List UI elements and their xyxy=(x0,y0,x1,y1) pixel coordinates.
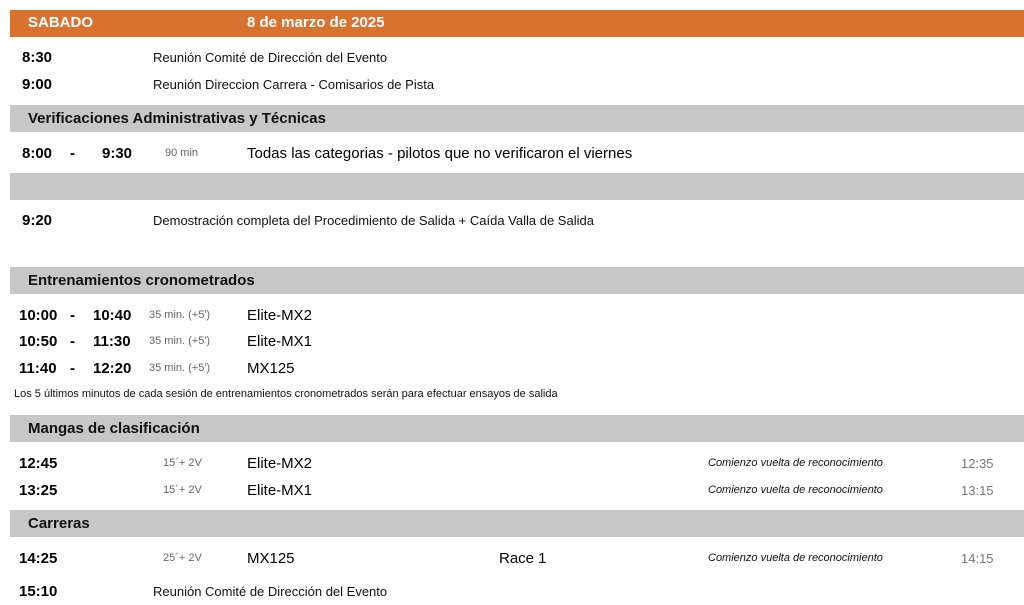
start-time: 10:00 xyxy=(19,307,58,324)
section-title: Carreras xyxy=(28,515,90,532)
row-time: 13:25 xyxy=(19,482,58,499)
row-description: Reunión Comité de Dirección del Evento xyxy=(153,50,388,65)
note-text: Los 5 últimos minutos de cada sesión de entrenamientos cronometrados serán para efectuar ensayos de salida xyxy=(14,388,558,400)
category: Elite-MX2 xyxy=(247,307,313,324)
empty-section-bar xyxy=(10,173,1024,200)
section-title: Entrenamientos cronometrados xyxy=(28,272,255,289)
time-dash: - xyxy=(70,333,75,350)
row-time: 8:30 xyxy=(22,49,53,66)
duration: 15´+ 2V xyxy=(163,457,202,469)
duration: 15´+ 2V xyxy=(163,484,202,496)
day-label: SABADO xyxy=(28,14,94,31)
row-description: Reunión Direccion Carrera - Comisarios de Pista xyxy=(153,77,435,92)
row-time: 9:00 xyxy=(22,76,53,93)
category: Elite-MX1 xyxy=(247,333,313,350)
race-label: Race 1 xyxy=(499,550,547,567)
time-dash: - xyxy=(70,145,75,162)
start-time: 11:40 xyxy=(19,360,57,377)
category: Elite-MX1 xyxy=(247,482,313,499)
section-bar-carreras xyxy=(10,510,1024,537)
row-time: 14:25 xyxy=(19,550,58,567)
row-time: 12:45 xyxy=(19,455,58,472)
row-time: 9:20 xyxy=(22,212,53,229)
end-time: 10:40 xyxy=(93,307,132,324)
recon-time: 14:15 xyxy=(961,551,994,566)
row-description: Reunión Comité de Dirección del Evento xyxy=(153,584,388,599)
section-title: Mangas de clasificación xyxy=(28,420,200,437)
category: MX125 xyxy=(247,360,295,377)
end-time: 9:30 xyxy=(102,145,133,162)
recon-label: Comienzo vuelta de reconocimiento xyxy=(708,484,883,496)
recon-time: 12:35 xyxy=(961,456,994,471)
end-time: 12:20 xyxy=(93,360,132,377)
duration: 90 min xyxy=(165,147,199,159)
duration: 35 min. (+5') xyxy=(149,362,211,374)
duration: 35 min. (+5') xyxy=(149,335,211,347)
start-time: 8:00 xyxy=(22,145,53,162)
date-label: 8 de marzo de 2025 xyxy=(247,14,385,31)
row-description: Todas las categorias - pilotos que no verificaron el viernes xyxy=(247,145,633,162)
duration: 35 min. (+5') xyxy=(149,309,211,321)
time-dash: - xyxy=(70,307,75,324)
start-time: 10:50 xyxy=(19,333,58,350)
end-time: 11:30 xyxy=(93,333,131,350)
section-title: Verificaciones Administrativas y Técnicas xyxy=(28,110,326,127)
row-time: 15:10 xyxy=(19,583,58,600)
day-header-bar xyxy=(10,10,1024,37)
category: Elite-MX2 xyxy=(247,455,313,472)
duration: 25´+ 2V xyxy=(163,552,202,564)
time-dash: - xyxy=(70,360,75,377)
recon-label: Comienzo vuelta de reconocimiento xyxy=(708,552,883,564)
recon-label: Comienzo vuelta de reconocimiento xyxy=(708,457,883,469)
row-description: Demostración completa del Procedimiento de Salida + Caída Valla de Salida xyxy=(153,213,594,228)
category: MX125 xyxy=(247,550,295,567)
recon-time: 13:15 xyxy=(961,483,994,498)
